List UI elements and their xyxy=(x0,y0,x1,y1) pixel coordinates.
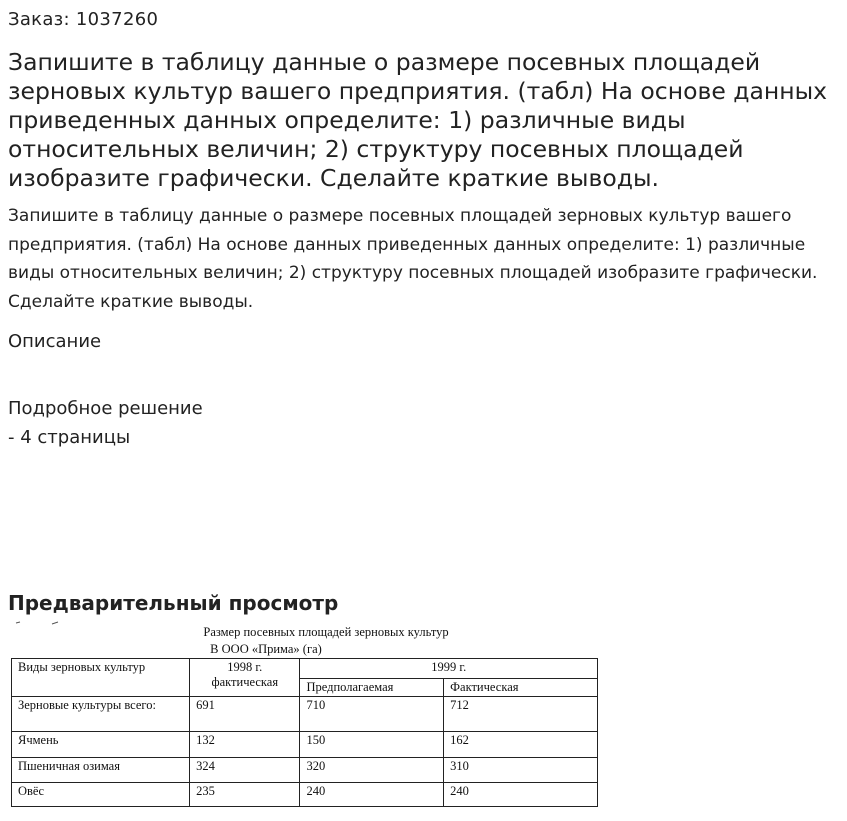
header-crop-type: Виды зерновых культур xyxy=(12,659,190,697)
solution-pages: - 4 страницы xyxy=(8,427,131,448)
row-crop-name: Ячмень xyxy=(12,732,190,758)
table-header-row xyxy=(12,659,598,679)
table-row xyxy=(12,732,598,758)
header-planned: Предполагаемая xyxy=(300,679,444,697)
row-1998-value: 324 xyxy=(190,758,300,783)
row-planned-value: 710 xyxy=(300,697,444,732)
crop-area-table xyxy=(11,658,598,807)
table-row xyxy=(12,783,598,807)
table-caption-line2: В ООО «Прима» (га) xyxy=(210,642,322,656)
row-actual-value: 240 xyxy=(444,783,598,807)
row-planned-value: 150 xyxy=(300,732,444,758)
header-1998: 1998 г. фактическая xyxy=(190,659,300,697)
row-actual-value: 712 xyxy=(444,697,598,732)
task-description: Запишите в таблицу данные о размере посевных площадей зерновых культур вашего предприятия. (табл) На основе данных приведенных данных определите: 1) различные виды относительных величин; 2) структуру посевных площадей изобразите графически. Сделайте краткие выводы. xyxy=(8,206,818,312)
row-1998-value: 132 xyxy=(190,732,300,758)
preview-heading: Предварительный просмотр xyxy=(8,591,339,615)
header-1999: 1999 г. xyxy=(300,659,598,679)
header-actual: Фактическая xyxy=(444,679,598,697)
table-row xyxy=(12,758,598,783)
row-crop-name: Овёс xyxy=(12,783,190,807)
row-1998-value: 235 xyxy=(190,783,300,807)
row-actual-value: 310 xyxy=(444,758,598,783)
row-1998-value: 691 xyxy=(190,697,300,732)
task-title: Запишите в таблицу данные о размере посевных площадей зерновых культур вашего предприятия. (табл) На основе данных приведенных данных определите: 1) различные виды относительных величин; 2) структуру посевных площадей изобразите графически. Сделайте краткие выводы. xyxy=(8,48,828,192)
row-crop-name: Пшеничная озимая xyxy=(12,758,190,783)
description-label: Описание xyxy=(8,331,102,352)
row-actual-value: 162 xyxy=(444,732,598,758)
order-number: Заказ: 1037260 xyxy=(8,9,159,30)
row-planned-value: 320 xyxy=(300,758,444,783)
preview-scan xyxy=(0,618,847,821)
table-row xyxy=(12,697,598,732)
row-planned-value: 240 xyxy=(300,783,444,807)
row-crop-name: Зерновые культуры всего: xyxy=(12,697,190,732)
table-caption-line1: Размер посевных площадей зерновых культур xyxy=(203,625,449,639)
solution-info xyxy=(8,394,203,452)
solution-type: Подробное решение xyxy=(8,398,203,419)
